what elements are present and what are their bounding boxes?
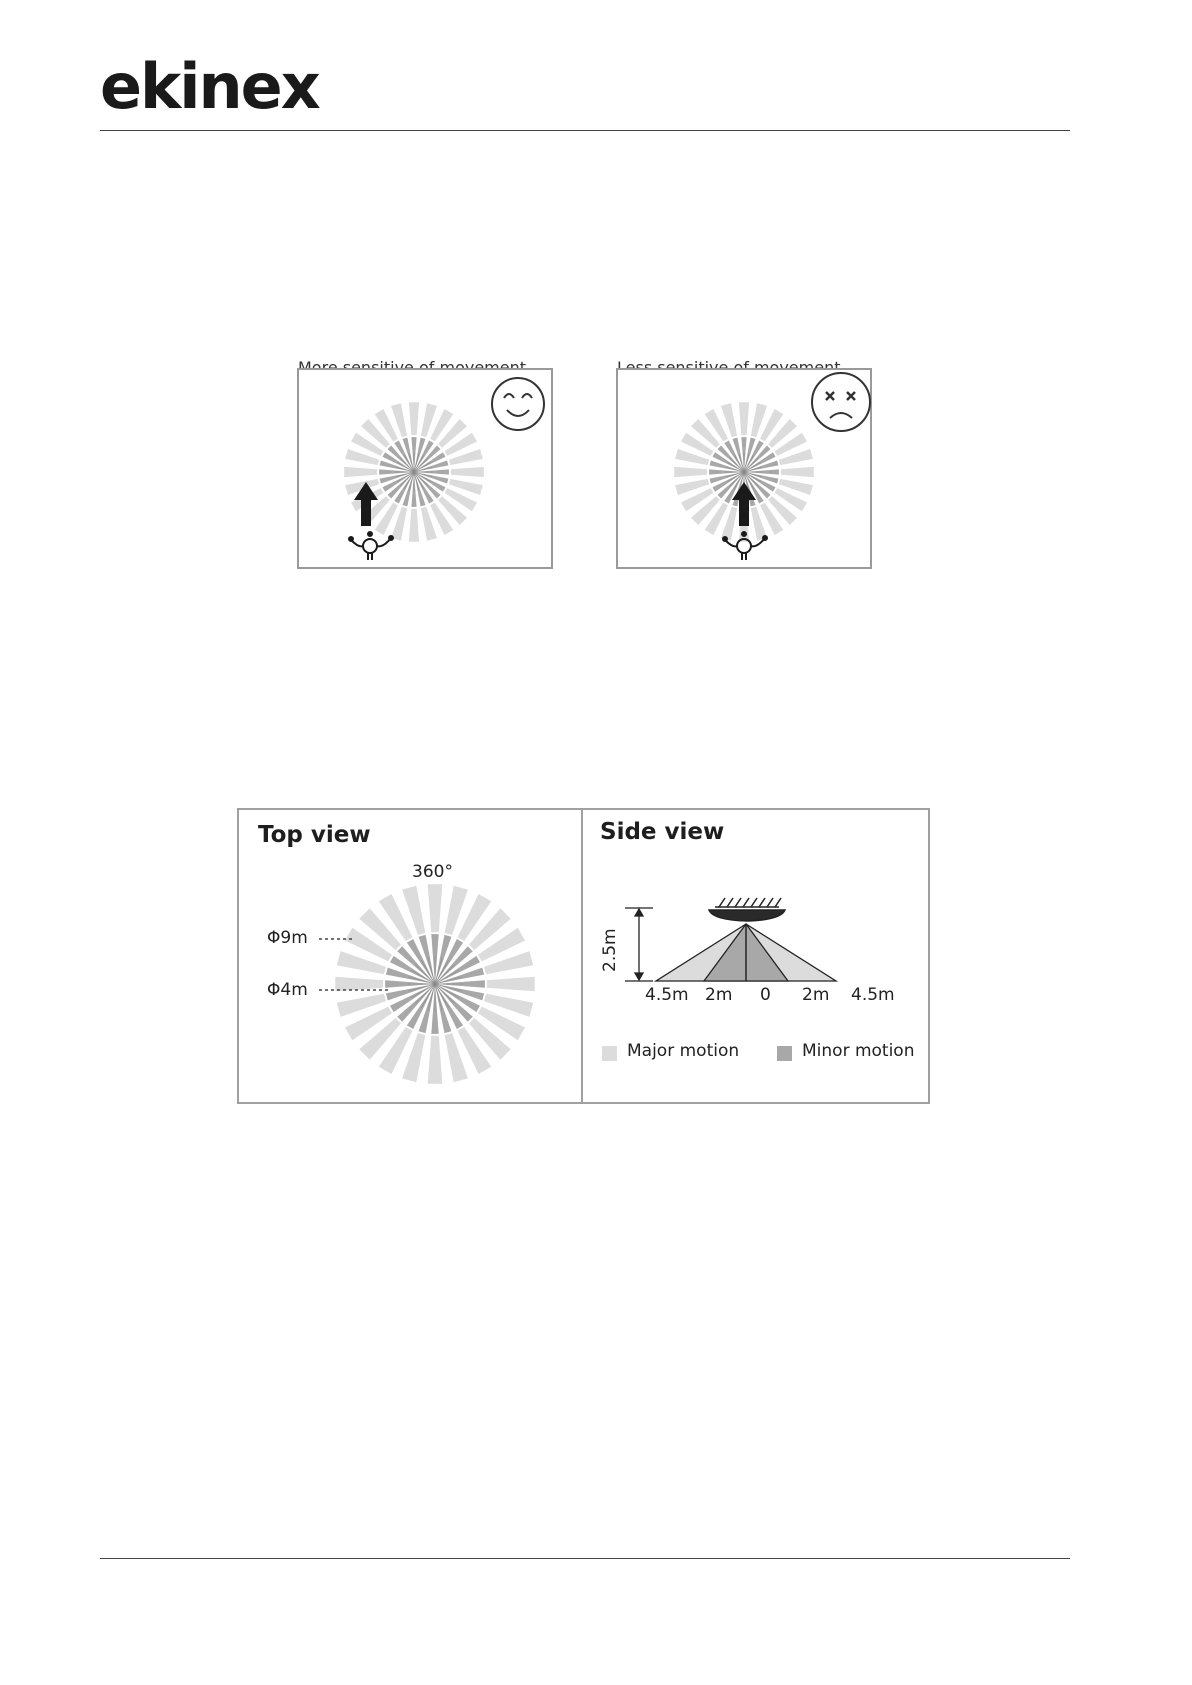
major-motion-zone [344,467,377,477]
axis-label-center: 0 [760,985,771,1005]
top-view-title: Top view [258,822,371,848]
side-view-title: Side view [600,819,725,845]
major-motion-zone [451,467,484,477]
top-view-diagram [239,810,579,1102]
right-sensitivity-panel [616,368,872,569]
major-motion-zone [335,977,383,992]
outer-diameter-label: Φ9m [267,928,308,948]
major-motion-zone [739,402,749,435]
major-motion-zone [428,884,443,932]
angle-label: 360° [412,862,453,882]
ceiling-mount [709,898,785,921]
company-logo: ekinex [100,50,319,123]
sad-face-icon [812,373,870,431]
height-dimension [625,908,653,981]
major-motion-zone [487,977,535,992]
coverage-diagram [237,808,930,1104]
minor-motion-swatch [777,1046,792,1061]
major-motion-label: Major motion [627,1041,740,1061]
major-motion-zone [428,1036,443,1084]
height-label: 2.5m [600,928,620,972]
left-panel-diagram [299,370,555,571]
major-motion-zone [674,467,707,477]
major-motion-zone [409,509,419,542]
axis-label-left-outer: 4.5m [645,985,689,1005]
header-rule [100,130,1070,131]
left-sensitivity-panel [297,368,553,569]
major-motion-zone [781,467,814,477]
smiling-face-icon [492,378,544,430]
major-motion-zone [409,402,419,435]
person-icon [349,532,393,560]
detection-pattern [335,884,534,1083]
axis-label-right-inner: 2m [802,985,830,1005]
major-motion-swatch [602,1046,617,1061]
axis-label-right-outer: 4.5m [851,985,895,1005]
footer-rule [100,1558,1070,1559]
minor-motion-label: Minor motion [802,1041,915,1061]
axis-label-left-inner: 2m [705,985,733,1005]
right-panel-diagram [618,370,874,571]
inner-diameter-label: Φ4m [267,980,308,1000]
